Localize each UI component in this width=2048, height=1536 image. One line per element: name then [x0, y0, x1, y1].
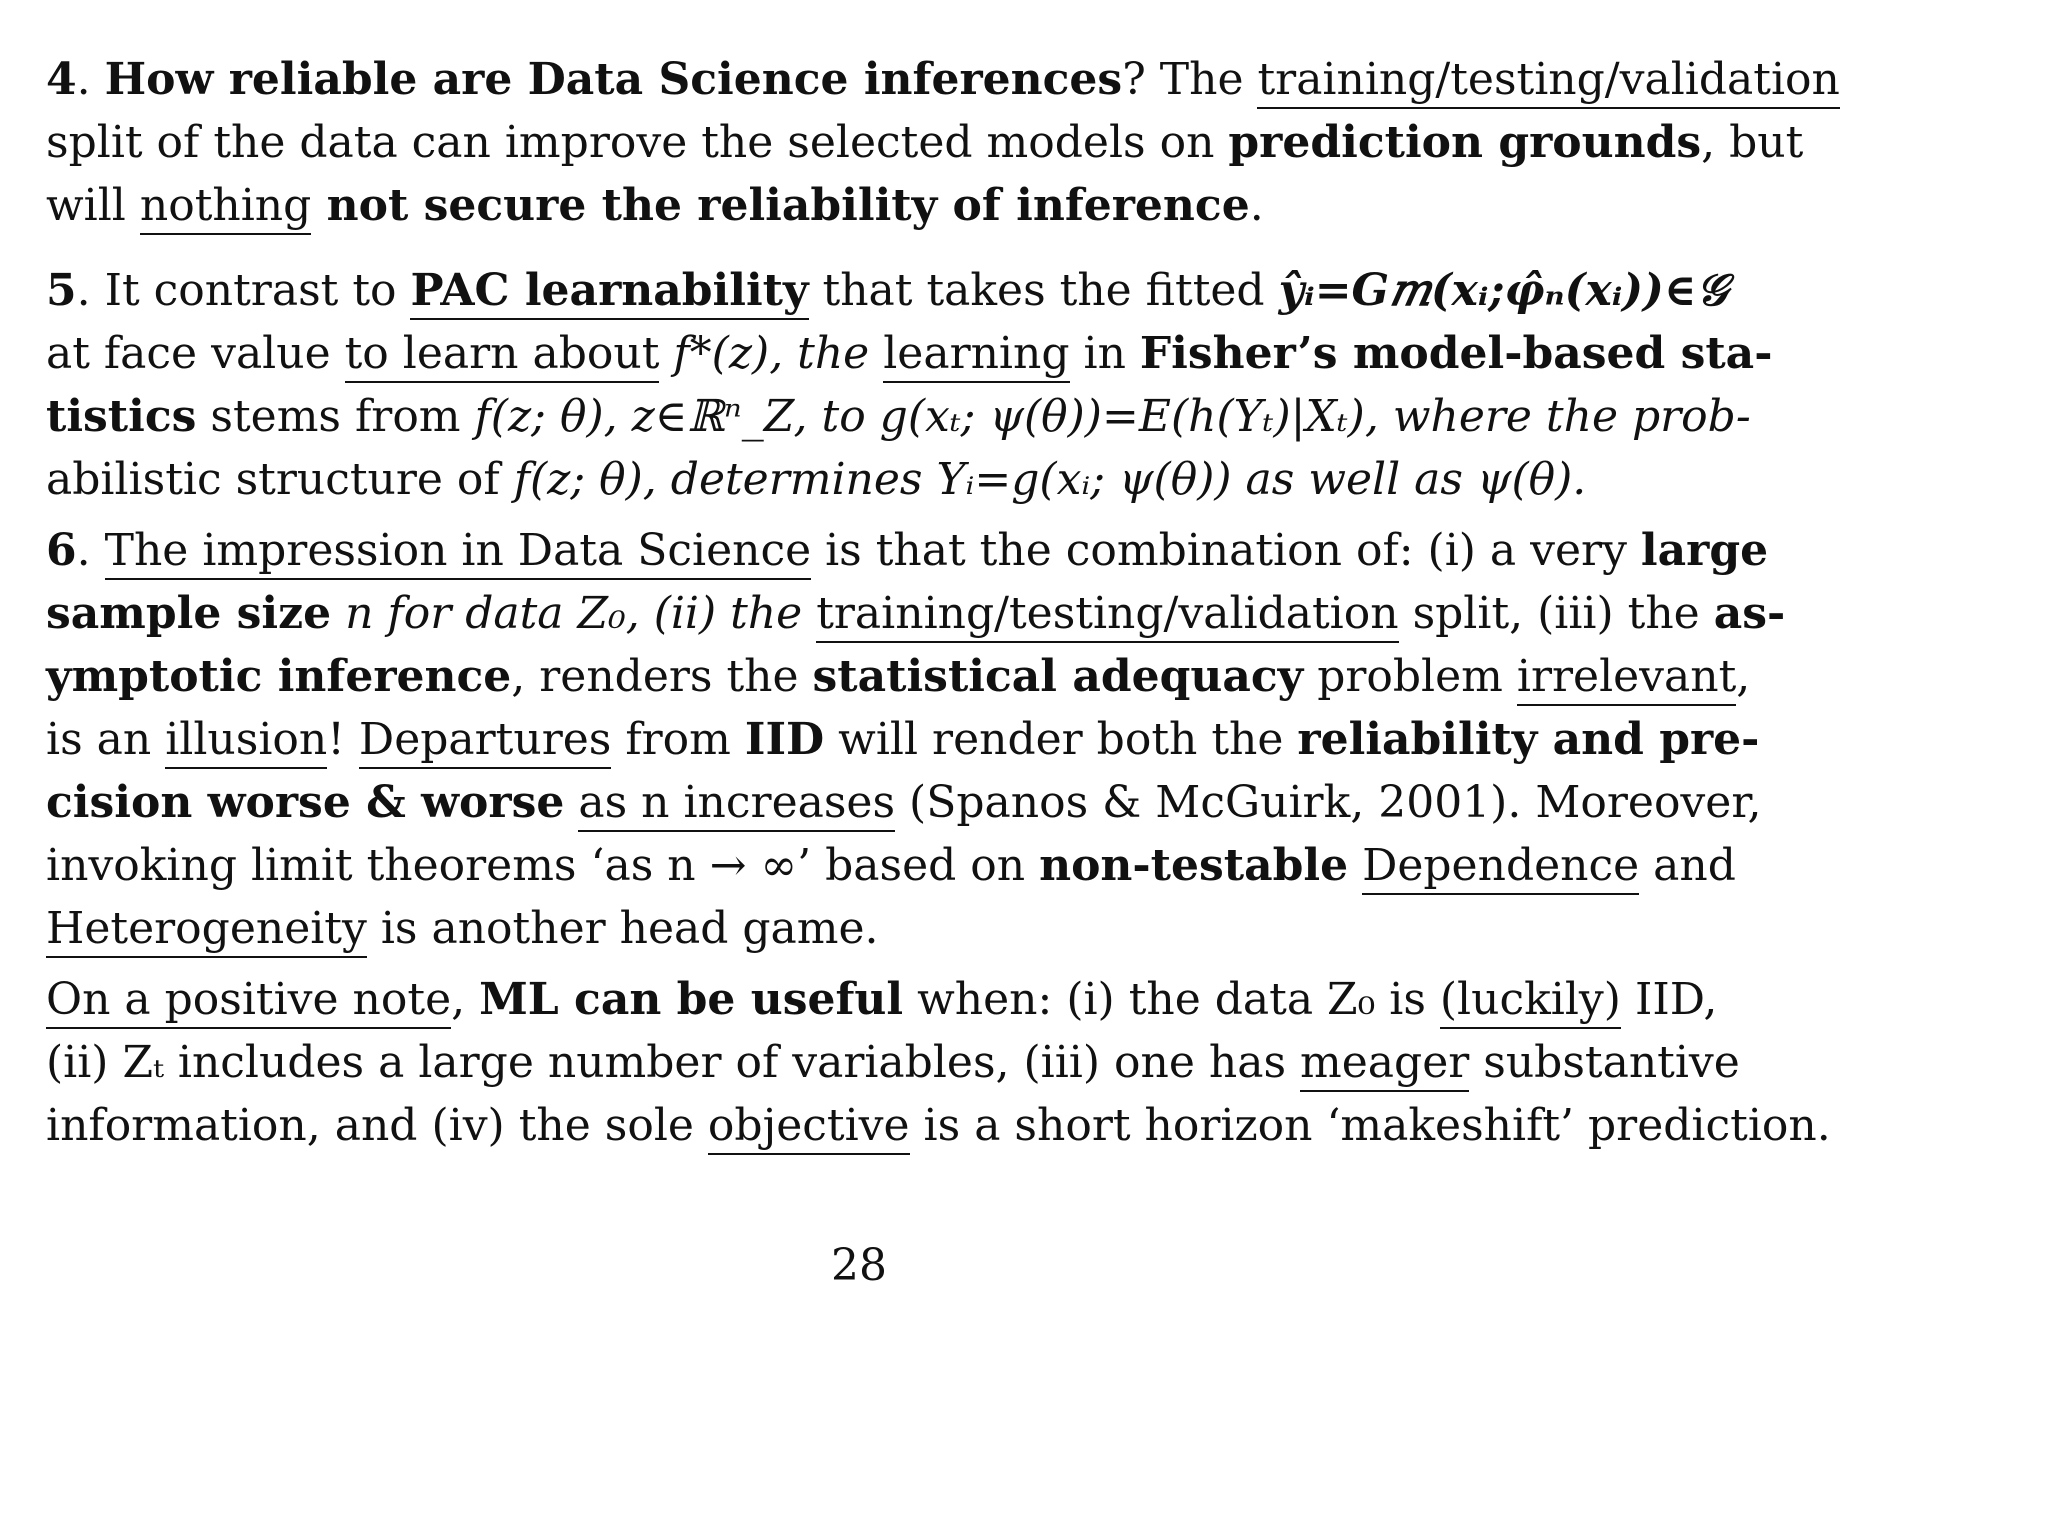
line: will nothing not secure the reliability of inference. [46, 174, 1696, 237]
underlined-phrase: to learn about [345, 328, 660, 383]
bold-phrase: tistics [46, 391, 197, 442]
line: 6. The impression in Data Science is that the combination of: (i) a very large [46, 519, 1696, 582]
line: invoking limit theorems ‘as n → ∞’ based on non-testable Dependence and [46, 834, 1696, 897]
heading: How reliable are Data Science inferences [104, 54, 1123, 105]
underlined-phrase: Heterogeneity [46, 903, 367, 958]
line: abilistic structure of f(z; θ), determines Yᵢ=g(xᵢ; ψ(θ)) as well as ψ(θ). [46, 454, 1587, 505]
line: at face value to learn about f*(z), the learning in Fisher’s model-based sta- [46, 322, 1696, 385]
formula: f(z; θ), determines Yᵢ=g(xᵢ; ψ(θ)) as well as ψ(θ). [513, 454, 1587, 505]
item-number: 6 [46, 525, 77, 576]
paragraph-positive-note [46, 968, 1831, 1157]
bold-phrase: non-testable [1039, 840, 1349, 891]
underlined-phrase: The impression in Data Science [105, 525, 812, 580]
underlined-phrase: PAC learnability [410, 265, 808, 320]
bold-phrase: sample size [46, 588, 332, 639]
bold-phrase: statistical adequacy [812, 651, 1304, 702]
line: split of the data can improve the selected models on prediction grounds, but [46, 117, 1804, 168]
paragraph-6 [46, 519, 1786, 960]
line: 5. It contrast to PAC learnability that takes the fitted ŷᵢ=G𝑚(xᵢ;φ̂ₙ(xᵢ))∈𝒢 [46, 259, 1696, 322]
page-number: 28 [831, 1240, 887, 1291]
underlined-phrase: meager [1300, 1037, 1469, 1092]
bold-phrase: as- [1713, 588, 1786, 639]
document-page [46, 48, 1840, 1157]
underlined-phrase: learning [883, 328, 1069, 383]
item-number: 5 [46, 265, 77, 316]
line: sample size n for data Z₀, (ii) the training/testing/validation split, (iii) the as- [46, 582, 1696, 645]
underlined-phrase: irrelevant [1517, 651, 1736, 706]
bold-phrase: reliability and pre- [1297, 714, 1760, 765]
line: On a positive note, ML can be useful when: (i) the data Z₀ is (luckily) IID, [46, 968, 1696, 1031]
underlined-phrase: training/testing/validation [816, 588, 1398, 643]
formula: f*(z), the [659, 328, 884, 379]
line: Heterogeneity is another head game. [46, 897, 1696, 960]
paragraph-5 [46, 259, 1773, 511]
bold-phrase: Fisher’s model-based sta- [1139, 328, 1773, 379]
underlined-phrase: training/testing/validation [1257, 54, 1839, 109]
underlined-phrase: Dependence [1362, 840, 1639, 895]
bold-phrase: not secure the reliability of inference [311, 180, 1250, 231]
paragraph-4 [46, 48, 1840, 237]
underlined-phrase: On a positive note [46, 974, 451, 1029]
formula: ŷᵢ=G𝑚(xᵢ;φ̂ₙ(xᵢ))∈𝒢 [1278, 265, 1728, 316]
bold-phrase: ymptotic inference [46, 651, 512, 702]
underlined-phrase: objective [708, 1100, 910, 1155]
bold-phrase: prediction grounds [1228, 117, 1702, 168]
bold-phrase: ML can be useful [479, 974, 904, 1025]
line: tistics stems from f(z; θ), z∈ℝⁿ_Z, to g(xₜ; ψ(θ))=E(h(Yₜ)|Xₜ), where the prob- [46, 391, 1751, 442]
underlined-phrase: (luckily) [1440, 974, 1621, 1029]
line: information, and (iv) the sole objective is a short horizon ‘makeshift’ prediction. [46, 1094, 1696, 1157]
line: cision worse & worse as n increases (Spanos & McGuirk, 2001). Moreover, [46, 771, 1696, 834]
underlined-phrase: Departures [359, 714, 611, 769]
bold-phrase: large [1640, 525, 1769, 576]
bold-phrase: cision worse & worse [46, 777, 565, 828]
formula: f(z; θ), z∈ℝⁿ_Z, to g(xₜ; ψ(θ))=E(h(Yₜ)|Xₜ), where the prob- [474, 391, 1751, 442]
item-number: 4 [46, 54, 77, 105]
line: 4. How reliable are Data Science inferences? The training/testing/validation [46, 48, 1696, 111]
bold-phrase: IID [744, 714, 825, 765]
underlined-phrase: nothing [140, 180, 311, 235]
line: (ii) Zₜ includes a large number of variables, (iii) one has meager substantive [46, 1031, 1696, 1094]
underlined-phrase: illusion [165, 714, 327, 769]
line: ymptotic inference, renders the statistical adequacy problem irrelevant, [46, 645, 1696, 708]
line: is an illusion! Departures from IID will render both the reliability and pre- [46, 708, 1696, 771]
underlined-phrase: as n increases [578, 777, 895, 832]
